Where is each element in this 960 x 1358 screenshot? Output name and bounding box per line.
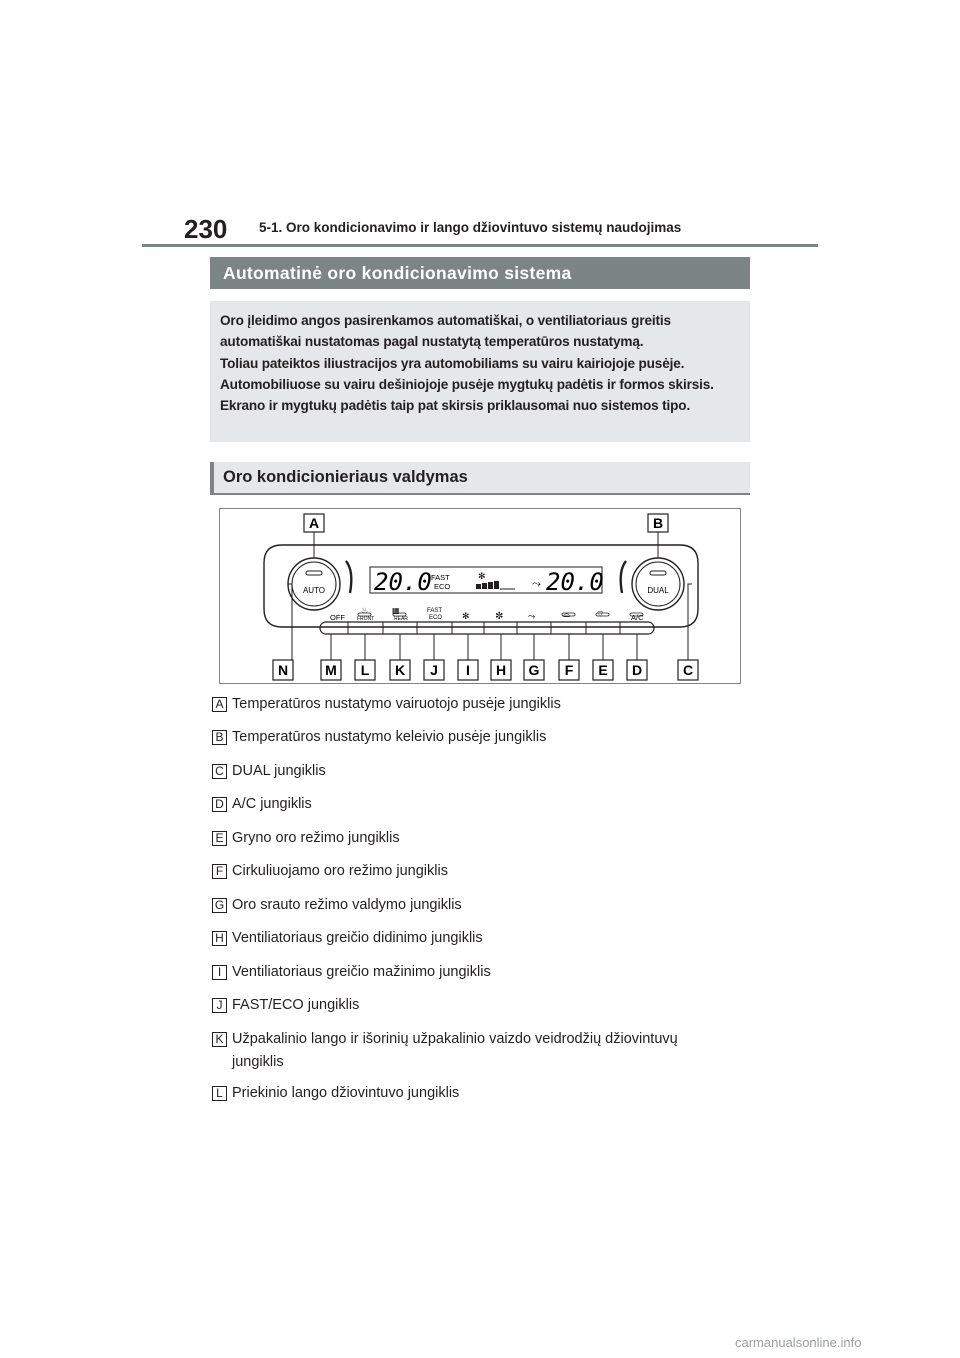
- legend-text: Priekinio lango džiovintuvo jungiklis: [232, 1085, 460, 1101]
- legend-key: I: [212, 965, 227, 980]
- legend-item-a: [212, 693, 732, 716]
- legend-key: A: [212, 697, 227, 712]
- intro-box: [210, 301, 750, 442]
- legend-item-i: [212, 961, 732, 984]
- legend-key: H: [212, 931, 227, 946]
- callout-label-f: F: [564, 662, 574, 678]
- section-title: Automatinė oro kondicionavimo sistema: [210, 257, 750, 289]
- fan-low-icon: ✻: [462, 612, 470, 622]
- legend-key: F: [212, 864, 227, 879]
- callout-label-k: K: [394, 662, 406, 678]
- callout-label-l: L: [360, 662, 370, 678]
- knob-dual-label: DUAL: [647, 586, 669, 595]
- legend-text: Cirkuliuojamo oro režimo jungiklis: [232, 863, 448, 879]
- legend-key: L: [212, 1086, 227, 1101]
- defrost-rear-icon: ▦: [392, 606, 400, 615]
- legend-text: Temperatūros nustatymo vairuotojo pusėje jungiklis: [232, 696, 561, 712]
- control-panel-diagram: [219, 508, 741, 684]
- airflow-mode-icon: ⤳: [528, 612, 536, 622]
- intro-paragraph-1: Oro įleidimo angos pasirenkamos automatiškai, o ventiliatoriaus greitis automatiškai nustatomas pagal nustatytą temperatūros nustatymą.: [220, 313, 671, 350]
- callout-label-a: A: [308, 515, 320, 531]
- knob-auto-label: AUTO: [302, 586, 326, 595]
- callout-label-n: N: [277, 662, 289, 678]
- legend-item-d: [212, 793, 732, 816]
- btn-rear-label: REAR: [394, 616, 408, 622]
- legend-key: D: [212, 797, 227, 812]
- legend-item-k: [212, 1028, 732, 1074]
- legend-text: DUAL jungiklis: [232, 763, 326, 779]
- callout-label-h: H: [495, 662, 507, 678]
- callout-label-g: G: [528, 662, 540, 678]
- intro-paragraph-3: Ekrano ir mygtukų padėtis taip pat skirsis priklausomai nuo sistemos tipo.: [220, 398, 691, 414]
- right-bracket: [621, 561, 626, 593]
- fresh-air-icon: ⌔: [596, 610, 605, 620]
- legend-text: Oro srauto režimo valdymo jungiklis: [232, 897, 462, 913]
- left-bracket: [346, 561, 351, 593]
- legend-text: Ventiliatoriaus greičio didinimo jungiklis: [232, 930, 483, 946]
- svg-text:⤳: ⤳: [532, 577, 541, 590]
- callout-label-e: E: [598, 662, 608, 678]
- callout-label-b: B: [652, 515, 664, 531]
- temp-knob-driver: [288, 558, 340, 610]
- callout-label-m: M: [325, 662, 337, 678]
- control-panel-illustration: [220, 509, 742, 685]
- btn-front-label: FRONT: [357, 616, 375, 622]
- legend-key: K: [212, 1032, 227, 1047]
- header-rule: [142, 244, 818, 247]
- recirc-icon: ⌓: [563, 610, 571, 620]
- button-strip: [320, 613, 654, 634]
- display-right-temp: 20.0: [546, 568, 604, 596]
- legend-item-b: [212, 726, 732, 749]
- subsection-title: Oro kondicionieriaus valdymas: [210, 462, 750, 495]
- legend-item-e: [212, 827, 732, 850]
- legend-text: Užpakalinio lango ir išorinių užpakalinio vaizdo veidrodžių džiovintuvų jungiklis: [232, 1031, 678, 1070]
- legend-text: FAST/ECO jungiklis: [232, 997, 360, 1013]
- button-labels: [330, 606, 644, 622]
- legend-text: Temperatūros nustatymo keleivio pusėje jungiklis: [232, 729, 547, 745]
- legend-text: A/C jungiklis: [232, 796, 312, 812]
- legend-item-c: [212, 760, 732, 783]
- legend-item-l: [212, 1082, 732, 1105]
- legend-item-h: [212, 927, 732, 950]
- btn-off-label: OFF: [330, 613, 345, 622]
- btn-fast-label: FAST: [427, 608, 443, 614]
- btn-ac-label: A/C: [631, 613, 644, 622]
- legend-text: Ventiliatoriaus greičio mažinimo jungiklis: [232, 964, 491, 980]
- legend-item-g: [212, 894, 732, 917]
- btn-eco-label: ECO: [429, 615, 443, 621]
- legend-key: C: [212, 764, 227, 779]
- legend-key: B: [212, 730, 227, 745]
- legend-key: E: [212, 831, 227, 846]
- callout-label-i: I: [466, 662, 470, 678]
- legend-key: G: [212, 898, 227, 913]
- display-left-temp: 20.0: [374, 568, 432, 596]
- running-head: 5-1. Oro kondicionavimo ir lango džiovintuvo sistemų naudojimas: [259, 220, 682, 235]
- intro-paragraph-2: Toliau pateiktos iliustracijos yra automobiliams su vairu kairiojoje pusėje. Automobiliuose su vairu dešiniojoje pusėje mygtukų padėtis ir formos skirsis.: [220, 355, 714, 392]
- callout-label-j: J: [430, 662, 438, 678]
- legend-key: J: [212, 998, 227, 1013]
- watermark: carmanualsonline.info: [735, 1335, 862, 1350]
- callout-leaders: [288, 531, 692, 671]
- fan-high-icon: ✼: [495, 611, 504, 622]
- page-number: 230: [184, 214, 228, 244]
- display-fast: FAST: [431, 573, 450, 582]
- display-eco: ECO: [434, 582, 451, 591]
- display-screen: [370, 567, 604, 596]
- legend-item-f: [212, 860, 732, 883]
- callout-label-c: C: [682, 662, 694, 678]
- svg-text:✻: ✻: [478, 572, 486, 582]
- legend-text: Gryno oro režimo jungiklis: [232, 830, 400, 846]
- defrost-front-icon: ♨: [361, 606, 369, 615]
- callout-label-d: D: [631, 662, 643, 678]
- legend-item-j: [212, 994, 732, 1017]
- temp-knob-passenger: [632, 558, 684, 610]
